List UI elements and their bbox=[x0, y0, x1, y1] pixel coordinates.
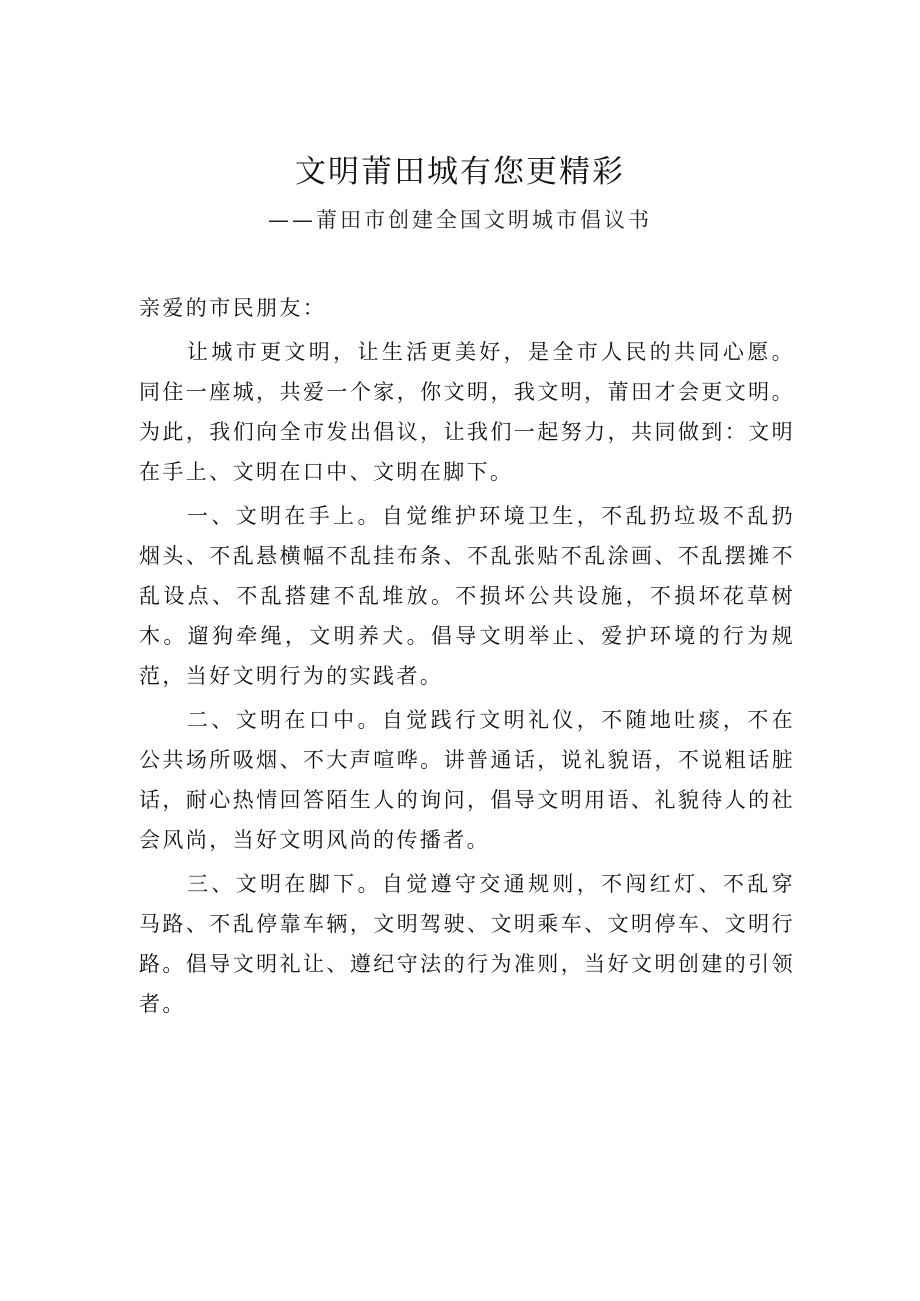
paragraph-hands: 一、文明在手上。自觉维护环境卫生，不乱扔垃圾不乱扔烟头、不乱悬横幅不乱挂布条、不乱张贴不乱涂画、不乱摆摊不乱设点、不乱搭建不乱堆放。不损坏公共设施，不损坏花草树木。遛狗牵绳，文明养犬。倡导文明举止、爱护环境的行为规范，当好文明行为的实践者。 bbox=[139, 504, 795, 688]
paragraph-mouth: 二、文明在口中。自觉践行文明礼仪，不随地吐痰，不在公共场所吸烟、不大声喧哗。讲普通话，说礼貌语，不说粗话脏话，耐心热情回答陌生人的询问，倡导文明用语、礼貌待人的社会风尚，当好文明风尚的传播者。 bbox=[139, 708, 795, 852]
document-subtitle: ——莆田市创建全国文明城市倡议书 bbox=[268, 208, 652, 232]
document-title: 文明莆田城有您更精彩 bbox=[295, 154, 625, 190]
document-body bbox=[139, 288, 795, 1028]
salutation: 亲爱的市民朋友： bbox=[139, 296, 327, 320]
paragraph-intro: 让城市更文明，让生活更美好，是全市人民的共同心愿。同住一座城，共爱一个家，你文明，我文明，莆田才会更文明。为此，我们向全市发出倡议，让我们一起努力，共同做到：文明在手上、文明在口中、文明在脚下。 bbox=[139, 340, 795, 484]
paragraph-feet: 三、文明在脚下。自觉遵守交通规则，不闯红灯、不乱穿马路、不乱停靠车辆，文明驾驶、文明乘车、文明停车、文明行路。倡导文明礼让、遵纪守法的行为准则，当好文明创建的引领者。 bbox=[139, 872, 795, 1016]
